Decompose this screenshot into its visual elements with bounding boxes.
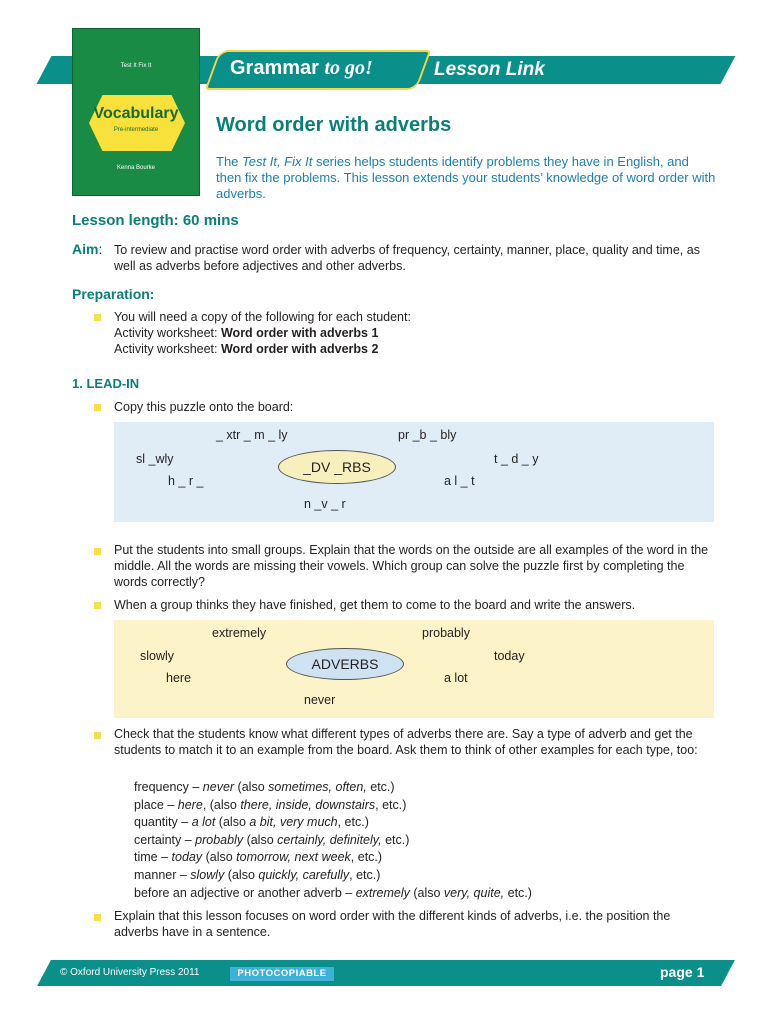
type-more: very, quite, <box>443 885 505 900</box>
intro-paragraph <box>216 154 716 202</box>
type-example: extremely <box>355 885 410 900</box>
prep-bullet-text: You will need a copy of the following for each student: <box>114 310 411 324</box>
bullet-icon <box>94 548 101 555</box>
type-more: there, inside, downstairs <box>240 797 376 812</box>
adverb-type-row <box>134 849 532 867</box>
page-title: Word order with adverbs <box>216 114 452 136</box>
type-also: , (also <box>202 797 241 812</box>
adverb-type-row <box>134 885 532 903</box>
adverb-type-row <box>134 867 532 885</box>
aim-label <box>72 241 102 257</box>
aim-colon: : <box>98 241 103 257</box>
type-label: frequency – <box>134 780 203 794</box>
answer-word: a lot <box>444 671 468 685</box>
intro-series: Test It, Fix It <box>242 154 313 169</box>
prep-line-2-bold: Word order with adverbs 2 <box>220 342 379 356</box>
intro-post: series helps students identify problems they have in English, and then fix the problems. This lesson extends your students’ knowledge of word order with adverbs. <box>216 154 716 201</box>
lead-bullet-2: Put the students into small groups. Explain that the words on the outside are all examples of the word in the middle. All the words are missing their vowels. Which group can solve the puzzle first by completing the words correctly? <box>114 543 709 589</box>
type-more: a bit, very much <box>249 815 338 830</box>
type-label: quantity – <box>134 815 192 830</box>
bullet-icon <box>94 404 101 411</box>
type-etc: etc.) <box>504 885 532 900</box>
type-label: certainty – <box>134 832 196 847</box>
puzzle-word: h _ r _ <box>168 474 204 488</box>
type-example: a lot <box>191 815 216 830</box>
lead-bullet-1: Copy this puzzle onto the board: <box>114 400 294 414</box>
type-also: (also <box>409 885 444 900</box>
book-cover-image <box>72 28 200 196</box>
answer-center-ellipse: ADVERBS <box>286 648 404 680</box>
type-more: quickly, carefully <box>258 867 350 882</box>
type-label: place – <box>134 797 178 812</box>
type-also: (also <box>202 850 237 865</box>
type-more: sometimes, often, <box>268 780 367 794</box>
type-label: before an adjective or another adverb – <box>134 885 356 900</box>
bullet-icon <box>94 314 101 321</box>
adverb-types-list <box>134 779 532 902</box>
cover-author: Kenna Bourke <box>116 165 156 171</box>
lead-bullet-3: When a group thinks they have finished, get them to come to the board and write the answers. <box>114 598 636 612</box>
page-number: page 1 <box>660 964 705 980</box>
intro-pre: The <box>216 154 243 169</box>
answer-word: here <box>166 671 192 685</box>
answer-word: extremely <box>212 626 267 640</box>
brand-italic: to go! <box>324 57 373 79</box>
prep-text <box>114 309 714 357</box>
photocopiable-badge: PHOTOCOPIABLE <box>230 967 334 981</box>
type-label: manner – <box>134 867 191 882</box>
puzzle-word: pr _b _ bly <box>398 428 457 442</box>
brand-logo <box>230 57 373 80</box>
cover-level: Pre-intermediate <box>113 127 159 133</box>
puzzle-word: _ xtr _ m _ ly <box>216 428 288 442</box>
answers-box <box>114 620 714 718</box>
type-etc: , etc.) <box>375 797 407 812</box>
lead-bullet-4: Check that the students know what different types of adverbs there are. Say a type of adverb and get the students to match it to an example from the board. Ask them to think of other examples for each type, too: <box>114 727 698 757</box>
type-more: tomorrow, next week <box>236 850 351 865</box>
aim-label-text: Aim <box>72 241 99 257</box>
type-example: never <box>202 780 235 794</box>
type-also: (also <box>243 832 278 847</box>
type-example: here <box>177 797 203 812</box>
adverb-type-row <box>134 779 532 797</box>
type-more: certainly, definitely, <box>277 832 382 847</box>
adverb-type-row <box>134 832 532 850</box>
prep-line-2-pre: Activity worksheet: <box>114 342 221 356</box>
puzzle-word: a l _ t <box>444 474 475 488</box>
puzzle-word: sl _wly <box>136 452 174 466</box>
cover-hexagon <box>89 95 185 151</box>
answer-word: never <box>304 693 336 707</box>
bullet-icon <box>94 732 101 739</box>
type-example: slowly <box>190 867 225 882</box>
bullet-icon <box>94 602 101 609</box>
lead-in-heading: 1. LEAD-IN <box>72 376 140 391</box>
cover-series: Test It Fix It <box>120 63 152 69</box>
answer-word: today <box>494 649 525 663</box>
preparation-heading: Preparation: <box>72 286 155 302</box>
type-example: probably <box>195 832 244 847</box>
aim-text: To review and practise word order with adverbs of frequency, certainty, manner, place, quality and time, as well as adverbs before adjectives and other adverbs. <box>114 243 700 273</box>
puzzle-word: n _v _ r <box>304 497 346 511</box>
lesson-length: Lesson length: 60 mins <box>72 212 239 229</box>
type-also: (also <box>224 867 259 882</box>
puzzle-box <box>114 422 714 522</box>
bullet-icon <box>94 914 101 921</box>
adverb-type-row <box>134 797 532 815</box>
adverb-type-row <box>134 814 532 832</box>
brand-main: Grammar <box>230 57 319 79</box>
answer-word: probably <box>422 626 470 640</box>
lead-bullet-5: Explain that this lesson focuses on word order with the different kinds of adverbs, i.e. the position the adverbs have in a sentence. <box>114 909 671 939</box>
cover-title: Vocabulary <box>93 105 179 122</box>
prep-line-1 <box>114 325 714 341</box>
type-etc: , etc.) <box>337 815 369 830</box>
prep-line-2 <box>114 341 714 357</box>
type-example: today <box>171 850 203 865</box>
copyright: © Oxford University Press 2011 <box>60 967 200 978</box>
puzzle-center-ellipse: _DV _RBS <box>278 450 396 484</box>
prep-line-1-pre: Activity worksheet: <box>114 326 221 340</box>
type-also: (also <box>234 780 269 794</box>
type-etc: , etc.) <box>349 867 381 882</box>
type-etc: etc.) <box>381 832 410 847</box>
type-etc: , etc.) <box>350 850 383 865</box>
puzzle-word: t _ d _ y <box>494 452 539 466</box>
type-label: time – <box>134 850 172 865</box>
prep-line-1-bold: Word order with adverbs 1 <box>220 326 379 340</box>
type-also: (also <box>215 815 250 830</box>
lesson-link-label: Lesson Link <box>434 59 545 80</box>
answer-word: slowly <box>140 649 175 663</box>
type-etc: etc.) <box>366 780 395 794</box>
